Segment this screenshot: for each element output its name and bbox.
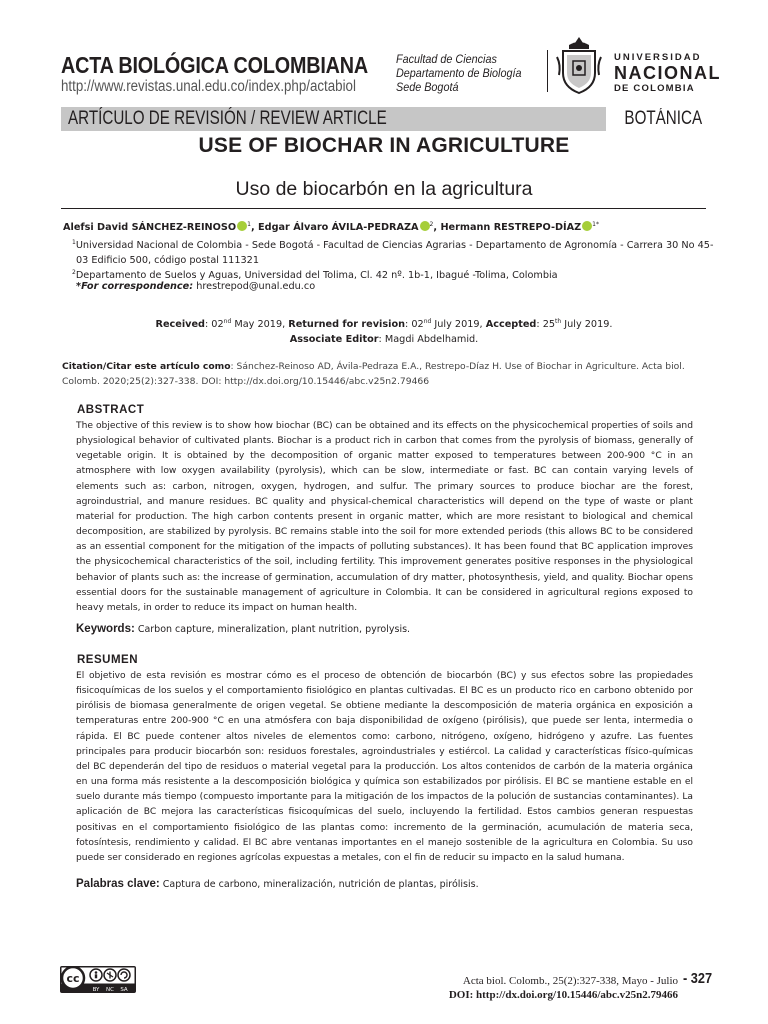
footer-citation xyxy=(449,974,678,1002)
cc-by-nc-sa-icon[interactable] xyxy=(60,966,136,993)
author-name: Alefsi David SÁNCHEZ-REINOSO xyxy=(63,222,237,234)
license-sa: SA xyxy=(120,987,128,993)
author-separator: , xyxy=(250,222,259,234)
resumen-text: El objetivo de esta revisión es mostrar cómo es el proceso de obtención de biocarbón (BC) y sus efectos sobre las propiedades fisicoquímicas de los suelos y el comportamiento fisiológico en plantas cultivadas. El BC es un producto rico en carbono obtenido por pirólisis de biomasa generalmente de origen vegetal. Se obtiene mediante la descomposición de materia orgánica en exposición a temperaturas entre 200-900 °C en una atmósfera con baja disponibilidad de oxígeno (pirólisis), que puede ser lenta, intermedia o rápida. El BC puede contener altos niveles de elementos como: carbono, nitrógeno, oxígeno, hidrógeno y azufre. Las fuentes principales para producir biocarbón son: residuos forestales, agroindustriales y estiércol. La calidad y características físico-químicas del BC dependerán del tipo de residuos o material vegetal para la producción. Los altos contenidos de carbón de la materia orgánica en una forma más resistente a la descomposición biológica y química son estabilizados por pirólisis. El BC se mantiene estable en el suelo durante más tiempo (compuesto importante para la mitigación de los impactos de la polución de sustancias contaminantes). La aplicación de BC mejora las características fisicoquímicas del suelo, incluyendo la fertilidad. Estos cambios generan respuestas positivas en el comportamiento fisiológico de las plantas como: incremento de la germinación, acumulación de materia seca, fotosíntesis, rendimiento y calidad. El BC abre ventanas importantes en el manejo sostenible de la agricultura en Colombia. Su uso puede ser considerado en regiones agrícolas expuestas a metales, con el fin de reducir su impacto en la salud humana. xyxy=(76,671,693,863)
license-nc: NC xyxy=(106,987,114,993)
article-type: ARTÍCULO DE REVISIÓN / REVIEW ARTICLE xyxy=(68,108,387,129)
affiliation-sup: 1 xyxy=(72,239,76,246)
university-logo-text xyxy=(614,52,721,94)
revision-rest: July 2019, xyxy=(431,319,486,331)
title-spanish: Uso de biocarbón en la agricultura xyxy=(235,178,533,200)
correspondence-label: *For correspondence: xyxy=(76,281,194,292)
header-divider xyxy=(547,50,548,92)
received-value: : 02 xyxy=(204,319,224,331)
palabras-clave xyxy=(76,878,479,890)
editor-value: : Magdi Abdelhamid. xyxy=(378,334,479,346)
keywords-text: Carbon capture, mineralization, plant nutrition, pyrolysis. xyxy=(134,624,411,635)
abstract-heading: ABSTRACT xyxy=(77,404,145,416)
author-sup: 2 xyxy=(429,221,434,228)
university-top: UNIVERSIDAD xyxy=(614,52,702,63)
footer-doi[interactable]: DOI: http://dx.doi.org/10.15446/abc.v25n2.79466 xyxy=(448,989,678,1001)
abstract-text: The objective of this review is to show how biochar (BC) can be obtained and its effects on the physicochemical properties of soils and physiological behavior of cultivated plants. Biochar is a product rich in carbon that comes from the pyrolysis of biomass, generally of vegetable origin. It is obtained by the decomposition of organic matter exposed to temperatures between 200-900 °C in an atmosphere with low oxygen availability (pyrolysis), which can be slow, intermediate or fast. BC can contain varying levels of elements such as: carbon, nitrogen, oxygen, hydrogen, and sulfur. The primary sources to produce biochar are the forest, agroindustrial, and manure residues. BC quality and physical-chemical characteristics will depend on the type of waste or plant material for production. The high carbon contents present in organic matter, which are more resistant to biological and chemical decomposition, are stabilized by pyrolysis. BC remains stable into the soil for more extended periods (this allows BC to be considered as an essential component for the mitigation of the impacts of polluting substances). It has been found that BC application improves the physicochemical characteristics of the soil, including fertility. This improvement generates positive responses in the physiological behavior of plants such as: the increase of germination, accumulation of dry matter, photosynthesis, yield, and quality. Biochar opens essential doors for the sustainable management of agriculture in Colombia. It can be considered in agricultural regions exposed to heavy metals, in order to reduce its impact on human health. xyxy=(76,421,693,613)
accepted-sup: th xyxy=(555,318,562,325)
university-middle: NACIONAL xyxy=(614,63,721,83)
university-seal-icon xyxy=(555,35,603,97)
accepted-value: : 25 xyxy=(536,319,556,331)
orcid-icon[interactable] xyxy=(237,221,247,231)
campus-line: Sede Bogotá xyxy=(396,80,459,94)
accepted-rest: July 2019. xyxy=(561,319,613,331)
revision-label: Returned for revision xyxy=(288,319,406,331)
received-rest: May 2019, xyxy=(231,319,289,331)
page-number: - 327 xyxy=(683,970,713,987)
accepted-label: Accepted xyxy=(485,319,537,331)
affiliation-text: Universidad Nacional de Colombia - Sede Bogotá - Facultad de Ciencias Agrarias - Departamento de Agronomía - Carrera 30 No 45-03 Edificio 500, código postal 111321 xyxy=(75,240,714,267)
journal-url[interactable]: http://www.revistas.unal.edu.co/index.php/actabiol xyxy=(61,78,356,95)
citation-text: : Sánchez-Reinoso AD, Ávila-Pedraza E.A., Restrepo-Díaz H. Use of Biochar in Agriculture. Acta biol. Colomb. 2020;25(2):327-338. DOI: http://dx.doi.org/10.15446/abc.v25n2.79466 xyxy=(62,361,685,387)
editor-label: Associate Editor xyxy=(289,334,379,346)
affiliation-1 xyxy=(72,235,716,268)
dates-line xyxy=(0,314,768,332)
resumen-heading: RESUMEN xyxy=(77,654,139,666)
received-sup: nd xyxy=(223,318,232,325)
citation-label: Citation/Citar este artículo como xyxy=(62,361,231,372)
faculty-line: Facultad de Ciencias xyxy=(396,52,497,66)
orcid-icon[interactable] xyxy=(420,221,430,231)
section-label: BOTÁNICA xyxy=(624,108,702,129)
department-line: Departamento de Biología xyxy=(396,66,522,80)
palabras-clave-text: Captura de carbono, mineralización, nutrición de plantas, pirólisis. xyxy=(159,879,479,890)
orcid-icon[interactable] xyxy=(582,221,592,231)
title-rule xyxy=(61,208,706,209)
citation xyxy=(62,359,706,389)
footer-journal: Acta biol. Colomb., 25(2):327-338, Mayo - Julio xyxy=(462,975,678,987)
editor-line xyxy=(0,332,768,347)
revision-value: : 02 xyxy=(405,319,424,331)
article-dates xyxy=(0,314,768,347)
revision-sup: nd xyxy=(423,318,432,325)
cc-mark: cc xyxy=(66,972,80,985)
affiliation-text: Departamento de Suelos y Aguas, Universidad del Tolima, Cl. 42 nº. 1b-1, Ibagué -Tolima, Colombia xyxy=(75,270,558,282)
journal-title: ACTA BIOLÓGICA COLOMBIANA xyxy=(61,52,369,78)
faculty-block xyxy=(396,52,521,94)
title-english: USE OF BIOCHAR IN AGRICULTURE xyxy=(198,134,570,157)
author-separator: , xyxy=(433,222,441,234)
keywords xyxy=(76,623,410,635)
correspondence-email[interactable]: hrestrepod@unal.edu.co xyxy=(196,281,316,292)
author-name: Edgar Álvaro ÁVILA-PEDRAZA xyxy=(258,222,419,234)
affiliation-sup: 2 xyxy=(72,269,76,276)
palabras-clave-label: Palabras clave: xyxy=(76,878,160,890)
author-list xyxy=(63,221,599,233)
university-bottom: DE COLOMBIA xyxy=(614,83,695,94)
license-by: BY xyxy=(92,987,100,993)
author-sup: 1* xyxy=(592,221,599,228)
correspondence xyxy=(76,281,315,292)
received-label: Received xyxy=(155,319,205,331)
author-name: Hermann RESTREPO-DÍAZ xyxy=(440,222,582,234)
keywords-label: Keywords: xyxy=(76,623,135,635)
author-sup: 1 xyxy=(247,221,251,228)
